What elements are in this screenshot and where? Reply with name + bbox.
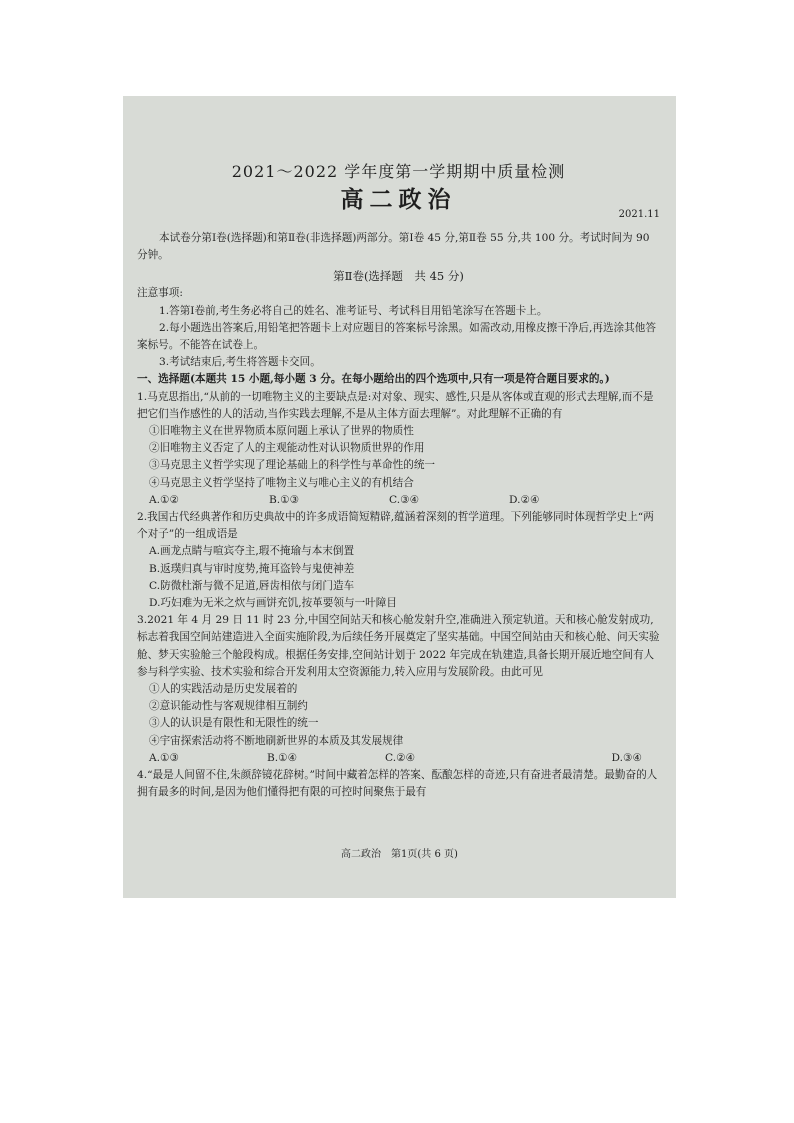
exam-paper-photo [123, 96, 676, 898]
option-c: C.③④ [389, 493, 420, 506]
option-b: B.①④ [267, 751, 298, 764]
question-statement: ③人的认识是有限性和无限性的统一 [149, 717, 319, 730]
question-statement: ①旧唯物主义在世界物质本原问题上承认了世界的物质性 [149, 425, 414, 438]
page-footer: 高二政治 第1页(共 6 页) [341, 849, 458, 860]
part-one-heading: 一、选择题(本题共 15 小题,每小题 3 分。在每小题给出的四个选项中,只有一项是符合题目要求的。) [137, 373, 610, 386]
option-d: D.③④ [611, 751, 642, 764]
notes-heading: 注意事项: [137, 287, 183, 300]
exam-title: 2021～2022 学年度第一学期期中质量检测 [231, 162, 566, 181]
option-d: D.②④ [509, 493, 540, 506]
question-statement: A.画龙点睛与喧宾夺主,瑕不掩瑜与本末倒置 [149, 545, 355, 558]
question-statement: ①人的实践活动是历史发展着的 [149, 683, 298, 696]
option-b: B.①③ [269, 493, 300, 506]
question-stem: 4.“最是人间留不住,朱颜辞镜花辞树。”时间中藏着怎样的答案、酝酿怎样的奇迹,只有奋进者最清楚。最勤奋的人拥有最多的时间,是因为他们懂得把有限的可控时间聚焦于最有 [137, 769, 658, 799]
question-options [137, 750, 660, 767]
option-c: C.②④ [385, 751, 416, 764]
note-item: 2.每小题选出答案后,用铅笔把答题卡上对应题目的答案标号涂黑。如需改动,用橡皮擦干净后,再选涂其他答案标号。不能答在试卷上。 [137, 321, 656, 352]
question-statement: B.返璞归真与审时度势,掩耳盗铃与鬼使神差 [149, 562, 355, 575]
question-statement: ②意识能动性与客观规律相互制约 [149, 700, 308, 713]
note-item: 1.答第Ⅰ卷前,考生务必将自己的姓名、准考证号、考试科目用铅笔涂写在答题卡上。 [159, 304, 548, 317]
exam-subject: 高二政治 [340, 186, 457, 213]
note-item: 3.考试结束后,考生将答题卡交回。 [159, 356, 321, 369]
question-stem: 3.2021 年 4 月 29 日 11 时 23 分,中国空间站天和核心舱发射升空,准确进入预定轨道。天和核心舱发射成功,标志着我国空间站建造进入全面实施阶段,为后续任务开展奠定了坚实基础。中国空间站由天和核心舱、问天实验舱、梦天实验舱三个舱段构成。根据任务安排,空间站计划于 2022 年完成在轨建造,具备长期开展近地空间有人参与科学实验、技术实验和综合开发利用太空资源能力,转入应用与发展阶段。由此可见 [137, 614, 660, 678]
exam-intro: 本试卷分第Ⅰ卷(选择题)和第Ⅱ卷(非选择题)两部分。第Ⅰ卷 45 分,第Ⅱ卷 55 分,共 100 分。考试时间为 90 分钟。 [137, 232, 650, 262]
section-title: 第Ⅱ卷(选择题 共 45 分) [333, 269, 464, 284]
question-stem: 1.马克思指出,“从前的一切唯物主义的主要缺点是:对对象、现实、感性,只是从客体或直观的形式去理解,而不是把它们当作感性的人的活动,当作实践去理解,不是从主体方面去理解”。对此理解不正确的有 [137, 390, 654, 420]
question-statement: ②旧唯物主义否定了人的主观能动性对认识物质世界的作用 [149, 442, 425, 455]
question-options [137, 492, 660, 509]
question-stem: 2.我国古代经典著作和历史典故中的许多成语简短精辟,蕴涵着深刻的哲学道理。下列能够同时体现哲学史上“两个对子”的一组成语是 [137, 511, 654, 541]
question-statement: ④宇宙探索活动将不断地刷新世界的本质及其发展规律 [149, 734, 404, 747]
question-statement: D.巧妇难为无米之炊与画饼充饥,按革要领与一叶障目 [149, 597, 397, 610]
question-statement: ③马克思主义哲学实现了理论基础上的科学性与革命性的统一 [149, 459, 436, 472]
option-a: A.①③ [149, 751, 180, 764]
option-a: A.①② [149, 493, 180, 506]
question-statement: C.防微杜渐与微不足道,唇齿相依与闭门造车 [149, 579, 355, 592]
question-statement: ④马克思主义哲学坚持了唯物主义与唯心主义的有机结合 [149, 476, 414, 489]
exam-date: 2021.11 [618, 209, 660, 220]
